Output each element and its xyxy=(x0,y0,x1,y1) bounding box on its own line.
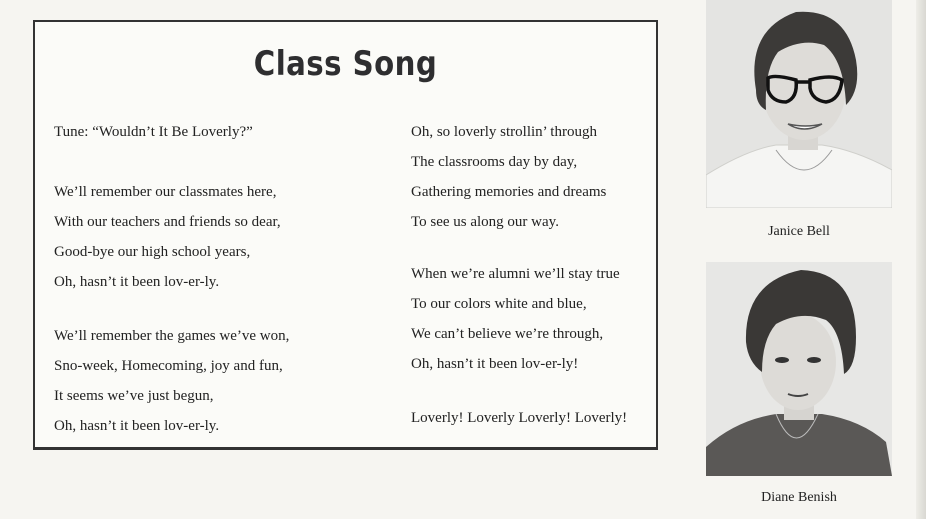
portrait-janice-bell-image xyxy=(706,0,892,208)
verse-line: To see us along our way. xyxy=(411,214,559,230)
class-song-box xyxy=(33,20,658,450)
song-right-column xyxy=(411,117,627,433)
verse-line: To our colors white and blue, xyxy=(411,296,587,312)
portrait-caption: Diane Benish xyxy=(761,490,837,505)
verse-line: Gathering memories and dreams xyxy=(411,184,607,200)
page-edge-shade xyxy=(916,0,926,519)
verse-line: Oh, so loverly strollin’ through xyxy=(411,124,597,140)
verse-line: It seems we’ve just begun, xyxy=(54,388,214,404)
verse-line: Oh, hasn’t it been lov-er-ly. xyxy=(54,274,220,290)
verse-line: We’ll remember the games we’ve won, xyxy=(54,328,290,344)
verse-line: Sno-week, Homecoming, joy and fun, xyxy=(54,358,283,374)
verse-line: When we’re alumni we’ll stay true xyxy=(411,266,620,282)
song-left-column xyxy=(54,117,289,441)
portrait-photo xyxy=(706,0,892,208)
verse-line: Oh, hasn’t it been lov-er-ly. xyxy=(54,418,220,434)
portrait-diane-benish-image xyxy=(706,262,892,476)
verse-line: With our teachers and friends so dear, xyxy=(54,214,281,230)
portrait-caption: Janice Bell xyxy=(768,224,830,239)
tune-line: Tune: “Wouldn’t It Be Loverly?” xyxy=(54,124,253,140)
verse-line: Oh, hasn’t it been lov-er-ly! xyxy=(411,356,579,372)
portrait-photo xyxy=(706,262,892,476)
verse-line: We can’t believe we’re through, xyxy=(411,326,604,342)
verse-line: We’ll remember our classmates here, xyxy=(54,184,277,200)
finale-line: Loverly! Loverly Loverly! Loverly! xyxy=(411,410,628,426)
verse-line: Good-bye our high school years, xyxy=(54,244,251,260)
song-title: Class Song xyxy=(253,44,438,84)
verse-line: The classrooms day by day, xyxy=(411,154,578,170)
